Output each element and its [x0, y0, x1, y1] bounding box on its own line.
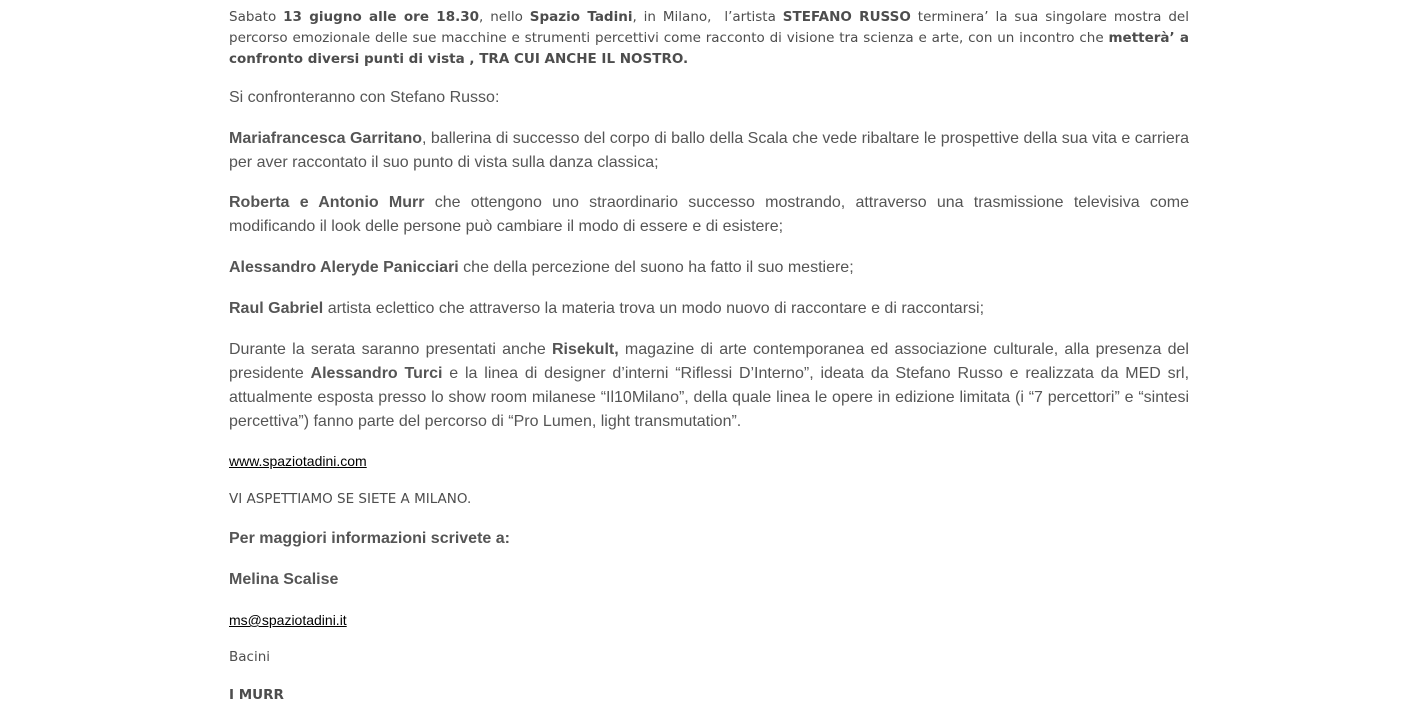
- guest-paragraph: Mariafrancesca Garritano, ballerina di successo del corpo di ballo della Scala che vede ribaltare le prospettive della sua vita e carriera per aver raccontato il suo punto di vista sulla danza classica;: [229, 130, 1189, 171]
- artist-name: STEFANO RUSSO: [782, 9, 911, 25]
- website-line: [229, 452, 367, 470]
- guest-name: Alessandro Aleryde Panicciari: [229, 259, 459, 276]
- guest-name: Roberta e Antonio Murr: [229, 194, 425, 211]
- magazine-name: Risekult,: [551, 341, 619, 358]
- email-link[interactable]: ms@spaziotadini.it: [229, 612, 347, 628]
- confronto-heading: Si confronteranno con Stefano Russo:: [229, 89, 500, 106]
- intro-highlight: metterà’ a confronto diversi punti di vista , TRA CUI ANCHE IL NOSTRO.: [229, 30, 1190, 67]
- website-link[interactable]: www.spaziotadini.com: [229, 453, 367, 469]
- guest-name: Mariafrancesca Garritano: [229, 130, 422, 147]
- guest-name: Raul Gabriel: [229, 300, 324, 317]
- event-date: 13 giugno alle ore 18.30: [283, 9, 480, 25]
- president-name: Alessandro Turci: [310, 365, 443, 382]
- email-line: [229, 611, 347, 629]
- guest-paragraph: Alessandro Aleryde Panicciari che della percezione del suono ha fatto il suo mestiere;: [229, 259, 854, 276]
- signature: I MURR: [229, 687, 284, 703]
- venue-name: Spazio Tadini: [529, 9, 633, 25]
- closing-line: Bacini: [229, 649, 271, 665]
- contact-name: Melina Scalise: [229, 571, 339, 588]
- guest-paragraph: Raul Gabriel artista eclettico che attraverso la materia trova un modo nuovo di raccontare e di raccontarsi;: [229, 300, 985, 317]
- info-heading: Per maggiori informazioni scrivete a:: [229, 530, 510, 547]
- aspettiamo-line: VI ASPETTIAMO SE SIETE A MILANO.: [229, 491, 472, 507]
- durante-paragraph: Durante la serata saranno presentati anche Risekult, magazine di arte contemporanea ed associazione culturale, alla presenza del presidente Alessandro Turci e la linea di designer d’interni “Riflessi D’Interno”, ideata da Stefano Russo e realizzata da MED srl, attualmente esposta presso lo show room milanese “Il10Milano”, della quale linea le opere in edizione limitata (i “7 percettori” e “sintesi percettiva”) fanno parte del percorso di “Pro Lumen, light transmutation”.: [229, 341, 1190, 430]
- guest-paragraph: Roberta e Antonio Murr che ottengono uno straordinario successo mostrando, attraverso una trasmissione televisiva come modificando il look delle persone può cambiare il modo di essere e di esistere;: [229, 194, 1189, 235]
- intro-paragraph: Sabato 13 giugno alle ore 18.30, nello Spazio Tadini, in Milano, l’artista STEFANO RUSSO terminera’ la sua singolare mostra del percorso emozionale delle sue macchine e strumenti percettivi come racconto di visione tra scienza e arte, con un incontro che metterà’ a confronto diversi punti di vista , TRA CUI ANCHE IL NOSTRO.: [229, 9, 1190, 67]
